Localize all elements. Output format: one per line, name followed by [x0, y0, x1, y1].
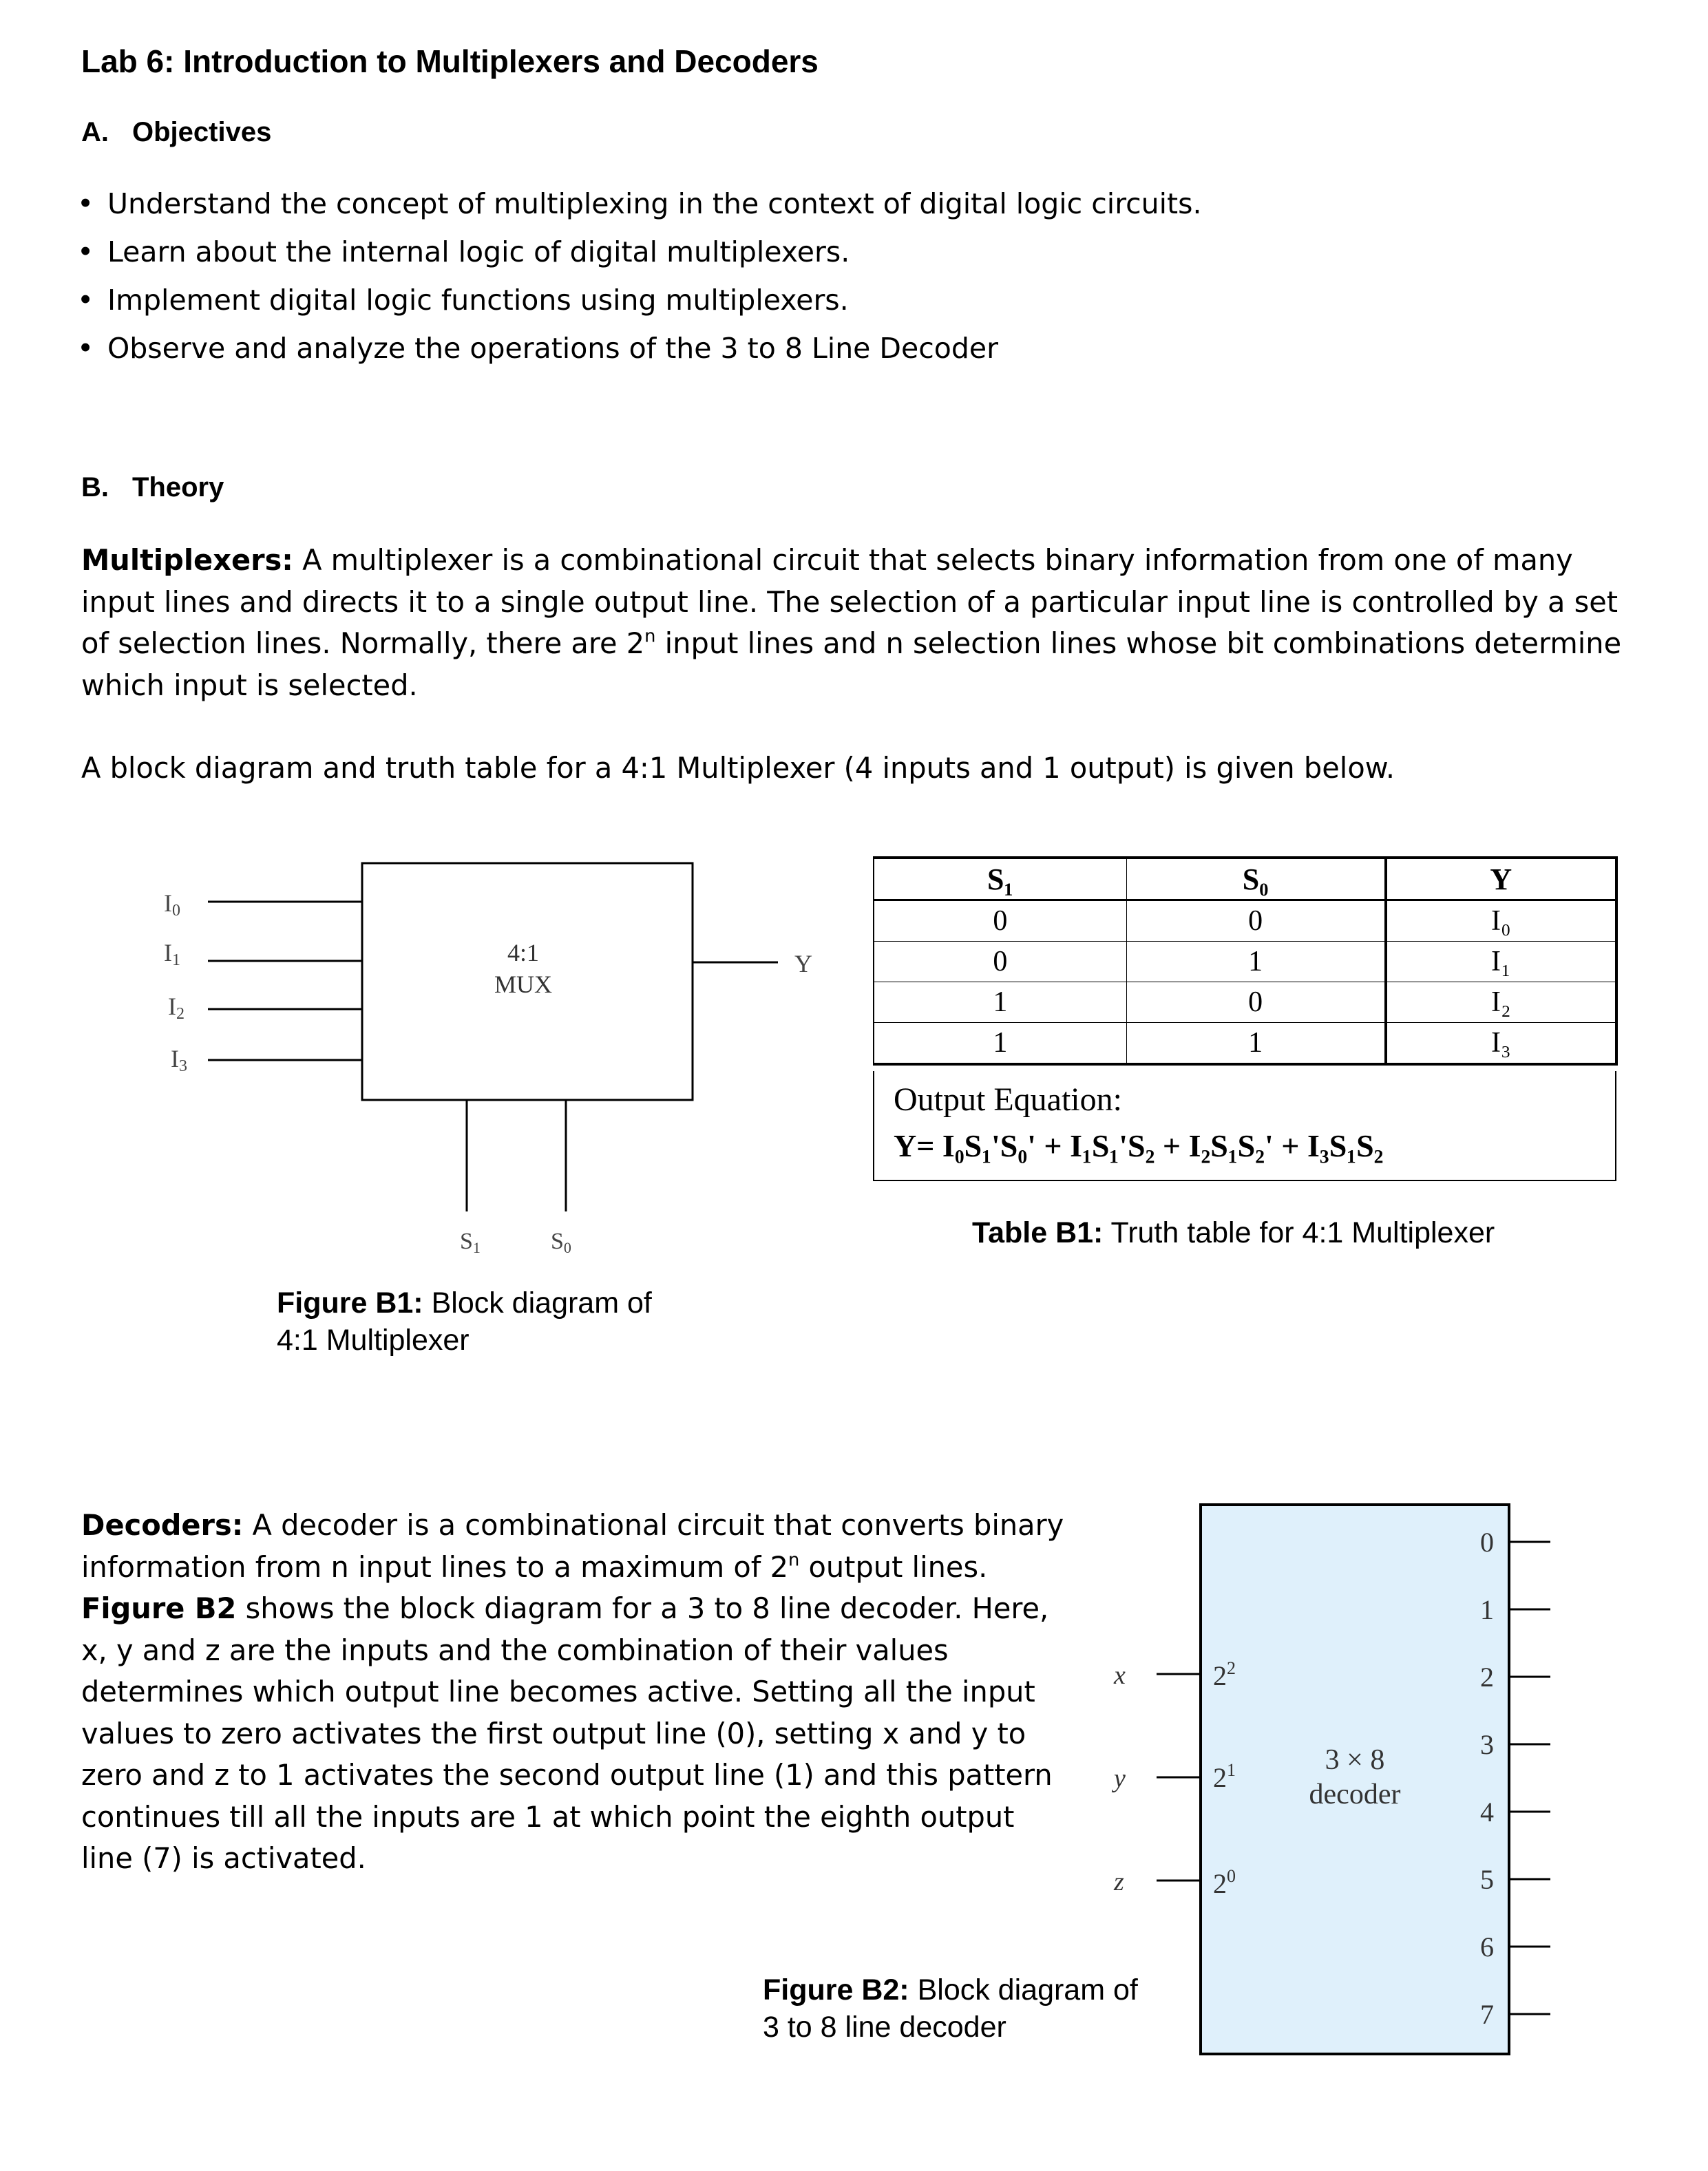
section-a-title: Objectives	[132, 117, 272, 147]
figure-b1-diagram	[0, 0, 826, 1308]
decoder-label-size: 3 × 8	[1325, 1744, 1385, 1776]
objective-item: • Understand the concept of multiplexing in the context of digital logic circuits.	[77, 183, 1202, 231]
table-row: 1 0 I₂	[874, 982, 1616, 1023]
select-label-s0: S0	[551, 1229, 571, 1256]
table-row: 0 1 I₁	[874, 942, 1616, 982]
input-label-i3: I3	[171, 1045, 187, 1075]
page-title: Lab 6: Introduction to Multiplexers and Decoders	[81, 43, 819, 79]
output-label-6: 6	[1480, 1931, 1494, 1962]
section-b-title: Theory	[132, 472, 224, 502]
output-label-2: 2	[1480, 1662, 1494, 1693]
input-label-y: y	[1114, 1764, 1126, 1793]
output-equation: Y= I₀S₁'S₀' + I₁S₁'S₂ + I₂S₁S₂' + I₃S₁S₂	[894, 1128, 1384, 1163]
output-label-1: 1	[1480, 1594, 1494, 1625]
decoders-paragraph: Decoders: A decoder is a combinational circuit that converts binary information from n input lines to a maximum of 2$^n$ output lines. Figure B2 shows the block diagram for a 3 to 8 line decoder. Here, x, y and z are the inputs and the combination of their values determines which output line becomes active. Setting all the input values to zero activates the first output line (0), setting x and y to zero and z to 1 activates the second output line (1) and this pattern continues till all the inputs are 1 at which point the eighth output line (7) is activated.	[81, 1508, 1064, 1875]
header-y: Y	[1386, 858, 1616, 900]
output-label-5: 5	[1480, 1864, 1494, 1895]
mux-label-name: MUX	[494, 971, 553, 998]
table-row: 0 0 I₀	[874, 900, 1616, 942]
section-b-label: B.	[81, 472, 109, 502]
input-label-i2: I2	[168, 993, 184, 1023]
weight-2-1: $2^1$	[1213, 1760, 1236, 1793]
figure-b1-caption: Figure B1: Block diagram of 4:1 Multiplexer	[277, 1286, 652, 1357]
select-label-s1: S1	[460, 1229, 481, 1256]
input-label-i1: I1	[164, 939, 180, 969]
header-s0: S₀	[1126, 858, 1386, 900]
equation-label: Output Equation:	[894, 1081, 1122, 1118]
section-a-label: A.	[81, 117, 109, 147]
output-label-4: 4	[1480, 1797, 1494, 1828]
objective-item: • Learn about the internal logic of digital multiplexers.	[77, 231, 1202, 279]
block-diagram-intro: A block diagram and truth table for a 4:1 Multiplexer (4 inputs and 1 output) is given below.	[81, 751, 1395, 785]
output-label-3: 3	[1480, 1729, 1494, 1760]
input-label-x: x	[1114, 1661, 1126, 1690]
input-label-i0: I0	[164, 889, 180, 920]
bullet-icon: •	[77, 187, 94, 220]
table-row: 1 1 I₃	[874, 1023, 1616, 1065]
table-b1-caption: Table B1: Truth table for 4:1 Multiplexer	[972, 1216, 1495, 1249]
table-header-row	[874, 858, 1616, 900]
decoder-label-name: decoder	[1309, 1779, 1401, 1810]
truth-table	[873, 856, 1618, 1066]
weight-2-2: $2^2$	[1213, 1658, 1236, 1691]
multiplexer-paragraph: Multiplexers: A multiplexer is a combinational circuit that selects binary information from one of many input lines and directs it to a single output line. The selection of a particular input line is controlled by a set of selection lines. Normally, there are 2$^n$ input lines and n selection lines whose bit combinations determine which input is selected.	[81, 543, 1622, 702]
input-label-z: z	[1114, 1867, 1124, 1896]
header-s1: S₁	[874, 858, 1126, 900]
objective-item: • Observe and analyze the operations of the 3 to 8 Line Decoder	[77, 328, 1202, 376]
bullet-icon: •	[77, 332, 94, 365]
objective-item: • Implement digital logic functions using multiplexers.	[77, 279, 1202, 328]
weight-2-0: $2^0$	[1213, 1866, 1236, 1899]
mux-label-ratio: 4:1	[507, 939, 540, 966]
bullet-icon: •	[77, 235, 94, 268]
output-label-0: 0	[1480, 1527, 1494, 1558]
bullet-icon: •	[77, 284, 94, 317]
output-label-y: Y	[794, 950, 812, 977]
output-label-7: 7	[1480, 1999, 1494, 2030]
figure-b2-caption: Figure B2: Block diagram of 3 to 8 line decoder	[763, 1973, 1138, 2044]
